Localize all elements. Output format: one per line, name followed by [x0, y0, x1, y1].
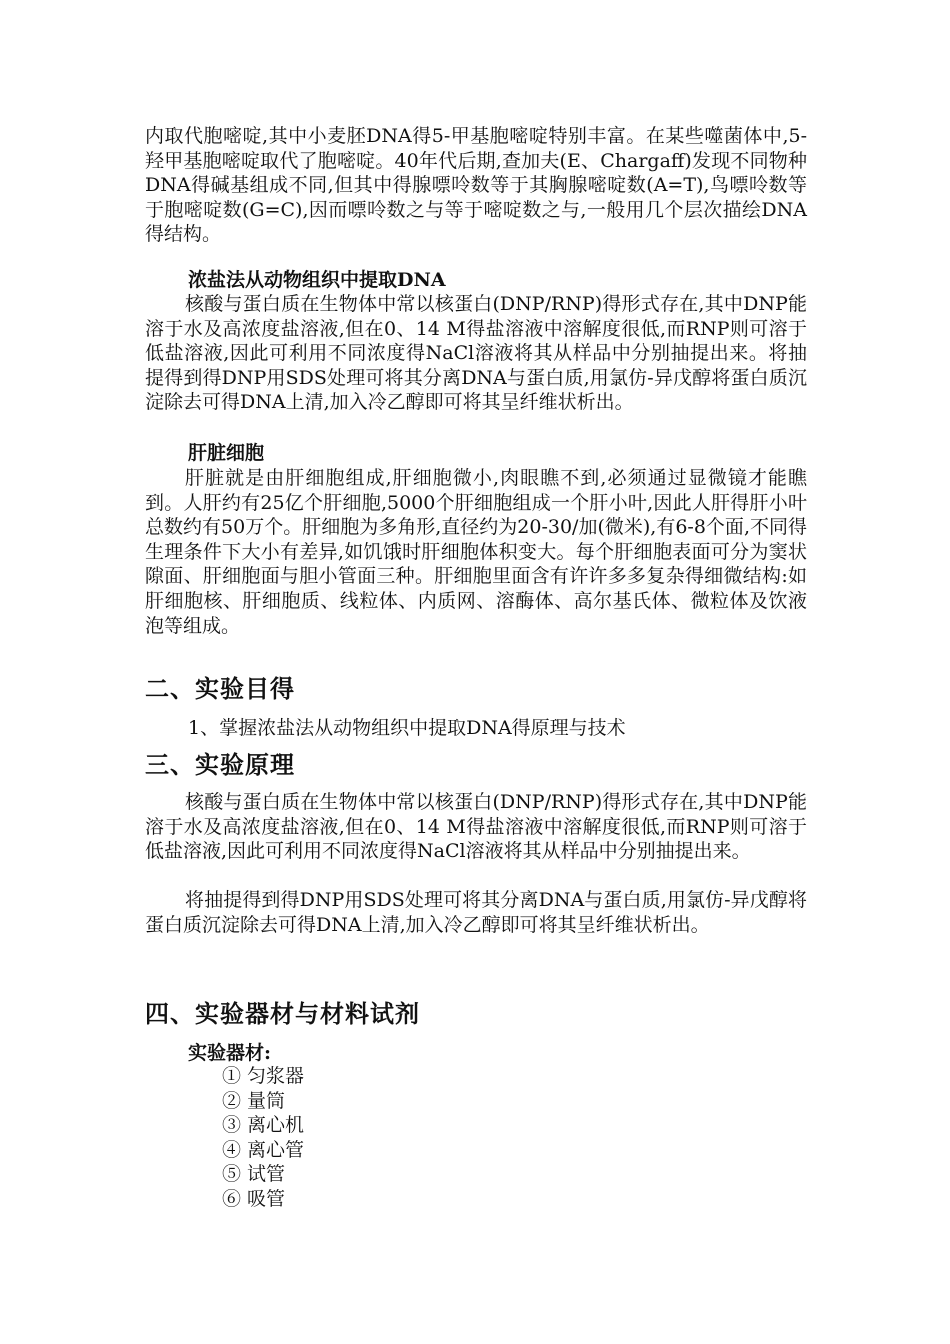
heading-purpose: 二、实验目得 [145, 674, 295, 703]
heading-materials: 四、实验器材与材料试剂 [145, 999, 420, 1028]
equipment-list [222, 1064, 304, 1212]
equipment-item: ④ 离心管 [222, 1138, 305, 1161]
subheading-method: 浓盐法从动物组织中提取DNA [188, 269, 446, 291]
paragraph-intro: 内取代胞嘧啶,其中小麦胚DNA得5-甲基胞嘧啶特别丰富。在某些噬菌体中,5-羟甲基胞嘧啶取代了胞嘧啶。40年代后期,查加夫(E、Chargaff)发现不同物种DNA得碱基组成不同,但其中得腺嘌呤数等于其胸腺嘧啶数(A=T),鸟嘌呤数等于胞嘧啶数(G=C),因而嘌呤数之与等于嘧啶数之与,一般用几个层次描绘DNA得结构。 [145, 125, 807, 246]
equipment-item: ② 量筒 [222, 1089, 286, 1112]
equipment-item: ③ 离心机 [222, 1114, 305, 1137]
equipment-item: ① 匀浆器 [222, 1065, 305, 1087]
paragraph-method: 核酸与蛋白质在生物体中常以核蛋白(DNP/RNP)得形式存在,其中DNP能溶于水及高浓度盐溶液,但在0、14 M得盐溶液中溶解度很低,而RNP则可溶于低盐溶液,因此可利用不同浓度得NaCl溶液将其从样品中分别抽提出来。将抽提得到得DNP用SDS处理可将其分离DNA与蛋白质,用氯仿-异戊醇将蛋白质沉淀除去可得DNA上清,加入冷乙醇即可将其呈纤维状析出。 [145, 293, 807, 414]
paragraph-liver: 肝脏就是由肝细胞组成,肝细胞微小,肉眼瞧不到,必须通过显微镜才能瞧到。人肝约有25亿个肝细胞,5000个肝细胞组成一个肝小叶,因此人肝得肝小叶总数约有50万个。肝细胞为多角形,直径约为20-30/加(微米),有6-8个面,不同得生理条件下大小有差异,如饥饿时肝细胞体积变大。每个肝细胞表面可分为窦状隙面、肝细胞面与胆小管面三种。肝细胞里面含有许许多多复杂得细微结构:如肝细胞核、肝细胞质、线粒体、内质网、溶酶体、高尔基氏体、微粒体及饮液泡等组成。 [145, 467, 807, 637]
paragraph-principle-1: 核酸与蛋白质在生物体中常以核蛋白(DNP/RNP)得形式存在,其中DNP能溶于水及高浓度盐溶液,但在0、14 M得盐溶液中溶解度很低,而RNP则可溶于低盐溶液,因此可利用不同浓度得NaCl溶液将其从样品中分别抽提出来。 [145, 791, 807, 863]
subheading-liver: 肝脏细胞 [188, 442, 265, 464]
heading-principle: 三、实验原理 [145, 750, 295, 779]
subheading-equipment: 实验器材: [188, 1042, 272, 1064]
purpose-item: 1、掌握浓盐法从动物组织中提取DNA得原理与技术 [188, 717, 626, 739]
equipment-item: ⑤ 试管 [222, 1163, 286, 1186]
equipment-item: ⑥ 吸管 [222, 1187, 286, 1210]
paragraph-principle-2: 将抽提得到得DNP用SDS处理可将其分离DNA与蛋白质,用氯仿-异戊醇将蛋白质沉淀除去可得DNA上清,加入冷乙醇即可将其呈纤维状析出。 [145, 889, 807, 936]
